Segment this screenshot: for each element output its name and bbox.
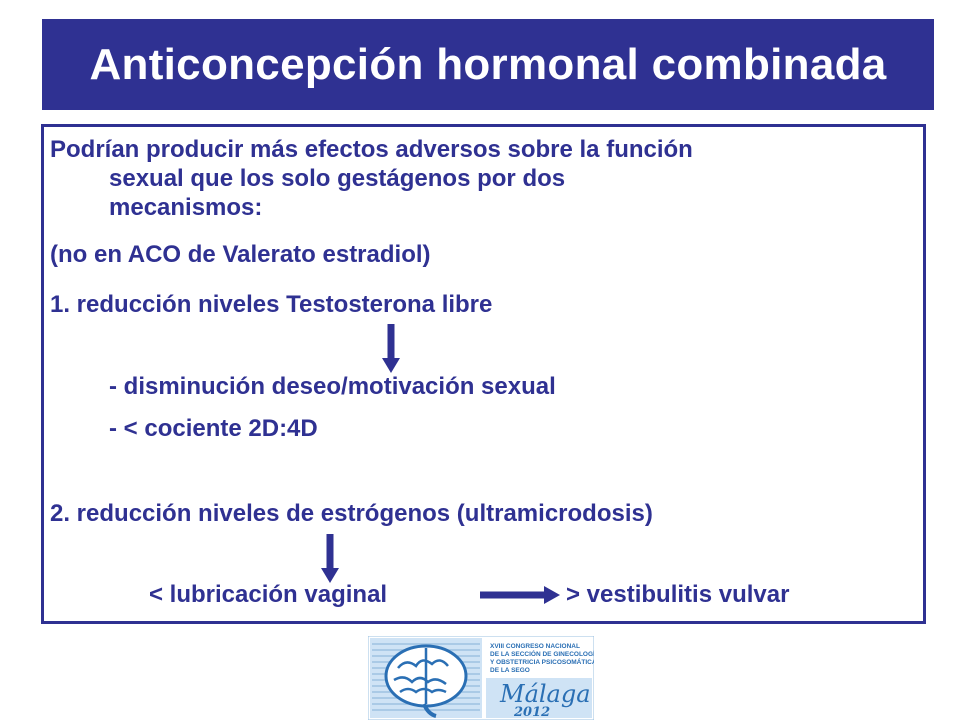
point-2: 2. reducción niveles de estrógenos (ultramicrodosis) <box>50 500 653 527</box>
slide-title: Anticoncepción hormonal combinada <box>89 39 887 89</box>
svg-text:Málaga: Málaga <box>500 680 591 708</box>
title-bar <box>42 19 934 110</box>
intro-line-3: mecanismos: <box>109 194 263 221</box>
svg-text:2012: 2012 <box>514 705 551 720</box>
note-text: (no en ACO de Valerato estradiol) <box>50 241 431 268</box>
point-1-effect-2: - < cociente 2D:4D <box>109 415 318 442</box>
intro-line-2: sexual que los solo gestágenos por dos <box>109 165 566 192</box>
point-2-effect-left: < lubricación vaginal <box>149 581 388 608</box>
svg-text:XVIII CONGRESO NACIONAL: XVIII CONGRESO NACIONAL <box>490 643 580 650</box>
svg-text:Y OBSTETRICIA PSICOSOMÁTICA: Y OBSTETRICIA PSICOSOMÁTICA <box>490 659 594 666</box>
right-arrow-icon <box>478 584 562 606</box>
brain-logo-icon <box>368 636 594 720</box>
point-2-effect-right: > vestibulitis vulvar <box>566 581 790 608</box>
down-arrow-icon-1 <box>380 322 402 374</box>
point-1-effect-1: - disminución deseo/motivación sexual <box>109 373 556 400</box>
down-arrow-icon-2 <box>319 532 341 584</box>
intro-line-1: Podrían producir más efectos adversos sobre la función <box>50 136 693 163</box>
svg-text:DE LA SEGO: DE LA SEGO <box>490 667 530 674</box>
congress-logo <box>368 636 594 720</box>
point-1: 1. reducción niveles Testosterona libre <box>50 291 493 318</box>
svg-text:DE LA SECCIÓN DE GINECOLOGÍA: DE LA SECCIÓN DE GINECOLOGÍA <box>490 651 594 658</box>
